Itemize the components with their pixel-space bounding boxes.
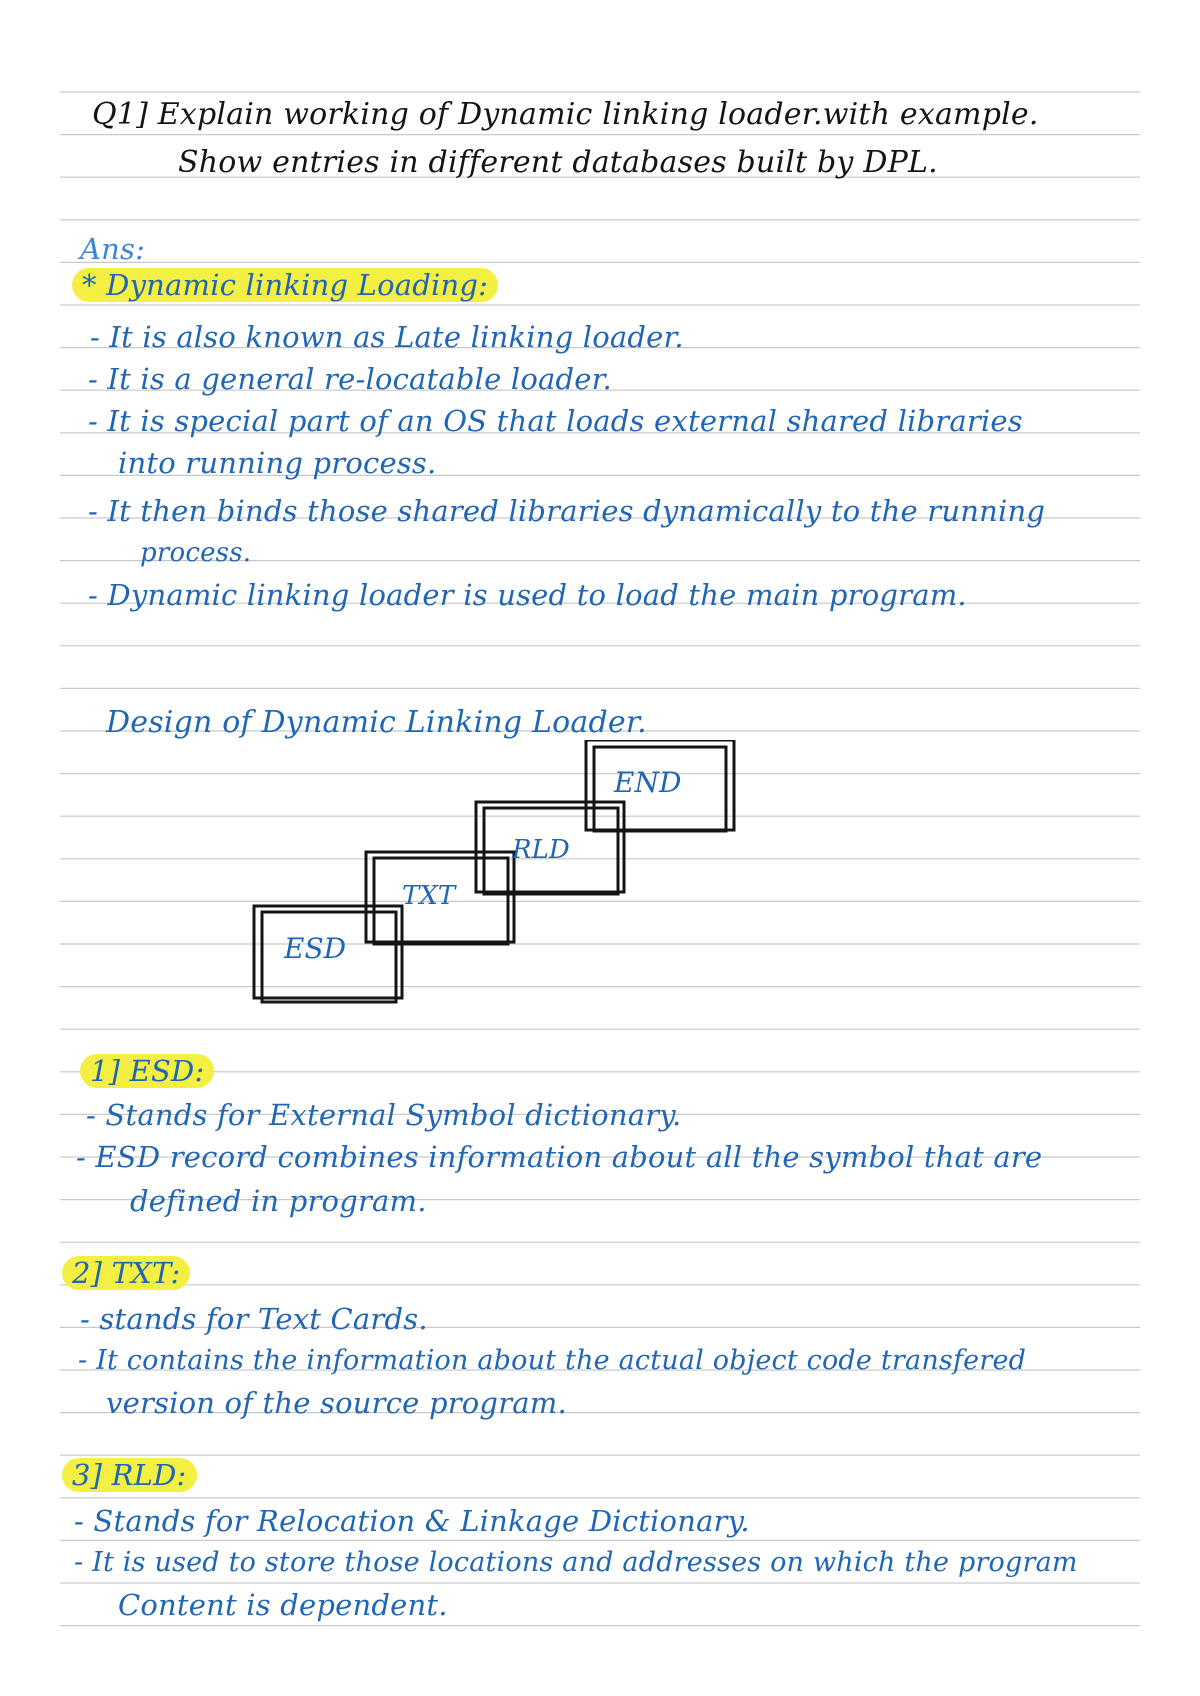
answer-bullet-3-cont: into running process.	[118, 446, 437, 480]
answer-bullet-4-cont: process.	[140, 538, 252, 568]
answer-bullet-2: - It is a general re-locatable loader.	[88, 362, 612, 396]
question-line-2: Show entries in different databases built by DPL.	[178, 145, 938, 180]
design-title: Design of Dynamic Linking Loader.	[106, 705, 647, 740]
esd-box-label: ESD	[284, 932, 347, 965]
question-line-1: Q1] Explain working of Dynamic linking loader.with example.	[92, 97, 1039, 132]
rld-box-label: RLD	[512, 835, 570, 865]
txt-line-3: version of the source program.	[106, 1386, 567, 1420]
answer-bullet-3: - It is special part of an OS that loads external shared libraries	[88, 404, 1023, 438]
end-box-label: END	[614, 766, 682, 799]
txt-heading: 2] TXT:	[62, 1256, 190, 1290]
rld-line-3: Content is dependent.	[118, 1588, 448, 1622]
esd-line-2: - ESD record combines information about all the symbol that are	[76, 1140, 1043, 1174]
txt-box-label: TXT	[402, 881, 456, 911]
txt-line-1: - stands for Text Cards.	[80, 1302, 428, 1336]
esd-line-3: defined in program.	[130, 1184, 427, 1218]
answer-bullet-5: - Dynamic linking loader is used to load the main program.	[88, 578, 967, 612]
txt-line-2: - It contains the information about the actual object code transfered	[78, 1345, 1027, 1376]
rld-heading: 3] RLD:	[62, 1458, 197, 1492]
esd-heading: 1] ESD:	[80, 1054, 214, 1088]
answer-label: Ans:	[80, 232, 146, 266]
rld-line-2: - It is used to store those locations and addresses on which the program	[74, 1547, 1078, 1578]
answer-heading: * Dynamic linking Loading:	[72, 268, 498, 302]
rld-line-1: - Stands for Relocation & Linkage Dictionary.	[74, 1504, 750, 1538]
answer-bullet-4: - It then binds those shared libraries dynamically to the running	[88, 494, 1046, 528]
esd-line-1: - Stands for External Symbol dictionary.	[86, 1098, 682, 1132]
answer-bullet-1: - It is also known as Late linking loader.	[90, 320, 684, 354]
dpl-database-diagram	[220, 740, 740, 1020]
